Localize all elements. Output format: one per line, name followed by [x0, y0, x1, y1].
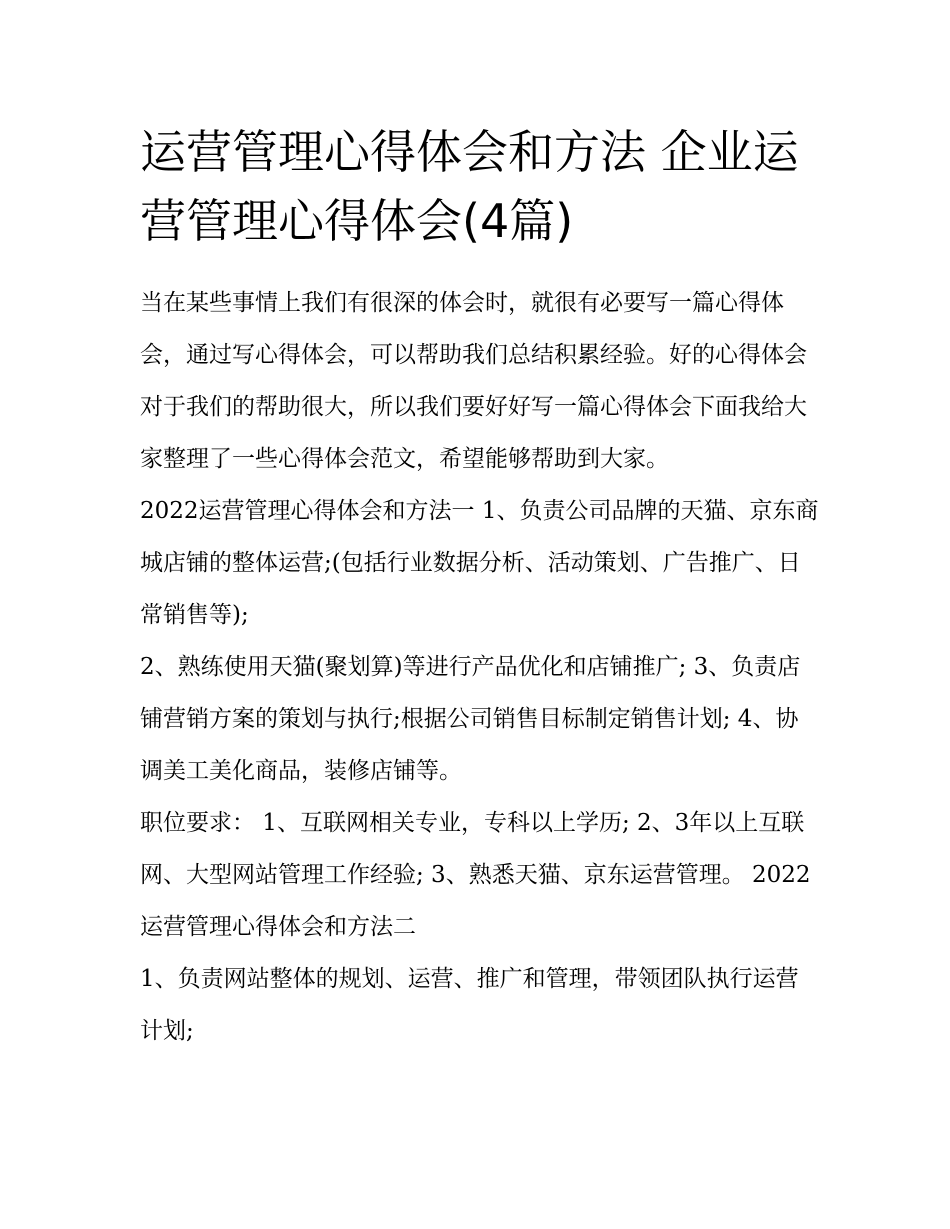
paragraph-method-two: 1、负责网站整体的规划、运营、推广和管理，带领团队执行运营计划; — [140, 966, 799, 1044]
paragraph-requirements: 职位要求： 1、互联网相关专业，专科以上学历; 2、3年以上互联网、大型网站管理工作经验; 3、熟悉天猫、京东运营管理。 2022运营管理心得体会和方法二 — [140, 810, 811, 940]
paragraph-method-one: 2022运营管理心得体会和方法一 1、负责公司品牌的天猫、京东商城店铺的整体运营;(包括行业数据分析、活动策划、广告推广、日常销售等); — [140, 498, 819, 628]
document-body — [140, 277, 820, 1057]
document-title: 运营管理心得体会和方法 企业运营管理心得体会(4篇) — [140, 125, 799, 248]
paragraph-duties: 2、熟练使用天猫(聚划算)等进行产品优化和店铺推广; 3、负责店铺营销方案的策划与执行;根据公司销售目标制定销售计划; 4、协调美工美化商品，装修店铺等。 — [140, 654, 801, 784]
paragraph-intro: 当在某些事情上我们有很深的体会时，就很有必要写一篇心得体会，通过写心得体会，可以帮助我们总结积累经验。好的心得体会对于我们的帮助很大，所以我们要好好写一篇心得体会下面我给大家整理了一些心得体会范文，希望能够帮助到大家。 — [140, 290, 807, 472]
